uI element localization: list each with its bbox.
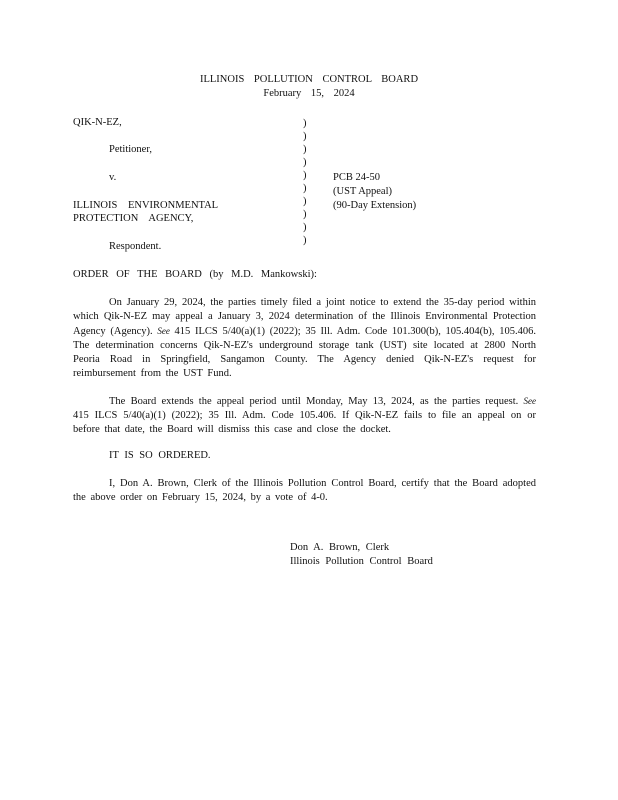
case-note: (90-Day Extension) <box>333 200 417 211</box>
certification-text: I, Don A. Brown, Clerk of the Illinois Pollution Control Board, certify that the Board adopted the above order on February 15, 2024, by a vote of 4-0. <box>73 478 536 503</box>
clerk-certification <box>73 477 536 505</box>
caption-paren: ) <box>303 196 307 207</box>
caption-paren: ) <box>303 222 307 233</box>
caption-paren: ) <box>303 209 307 220</box>
caption-paren: ) <box>303 118 307 129</box>
so-ordered: IT IS SO ORDERED. <box>109 450 211 461</box>
versus-label: v. <box>109 172 117 183</box>
signature-name: Don A. Brown, Clerk <box>290 542 390 553</box>
paragraph-text: 415 ILCS 5/40(a)(1) (2022); 35 Ill. Adm. Code 101.300(b), 105.404(b), 105.406. The determination concerns Qik-N-EZ's underground storage tank (UST) site located at 2800 North Peoria Road in Springfield, Sangamon County. The Agency denied Qik-N-EZ's request for reimbursement from the UST Fund. <box>73 326 536 379</box>
petitioner-name: QIK-N-EZ, <box>73 117 122 128</box>
caption-paren: ) <box>303 170 307 181</box>
case-type: (UST Appeal) <box>333 186 393 197</box>
caption-paren: ) <box>303 183 307 194</box>
paragraph-text: 415 ILCS 5/40(a)(1) (2022); 35 Ill. Adm. Code 105.406. If Qik-N-EZ fails to file an appeal on or before that date, the Board will dismiss this case and close the docket. <box>73 410 536 435</box>
agency-title: ILLINOIS POLLUTION CONTROL BOARD <box>199 74 419 85</box>
petitioner-role: Petitioner, <box>109 144 153 155</box>
paragraph-extension-ruling <box>73 394 536 437</box>
order-date: February 15, 2024 <box>263 88 355 99</box>
caption-paren: ) <box>303 144 307 155</box>
case-number: PCB 24-50 <box>333 172 380 183</box>
caption-paren: ) <box>303 157 307 168</box>
signature-title: Illinois Pollution Control Board <box>290 556 433 567</box>
paragraph-text: On January 29, 2024, the parties timely filed a joint notice to extend the 35-day period within which Qik-N-EZ may appeal a January 3, 2024 determination of the Illinois Environmental Protection Agency (Agency). <box>73 297 536 337</box>
respondent-name-line2: PROTECTION AGENCY, <box>73 213 194 224</box>
caption-parenthesis-column <box>303 117 311 247</box>
caption-paren: ) <box>303 235 307 246</box>
paragraph-extension-notice <box>73 296 536 381</box>
order-heading: ORDER OF THE BOARD (by M.D. Mankowski): <box>73 269 317 280</box>
respondent-role: Respondent. <box>109 241 162 252</box>
caption-paren: ) <box>303 131 307 142</box>
citation-signal: See <box>157 326 170 336</box>
respondent-name-line1: ILLINOIS ENVIRONMENTAL <box>73 200 219 211</box>
citation-signal: See <box>523 396 536 406</box>
paragraph-text: The Board extends the appeal period until Monday, May 13, 2024, as the parties request. <box>109 396 524 407</box>
